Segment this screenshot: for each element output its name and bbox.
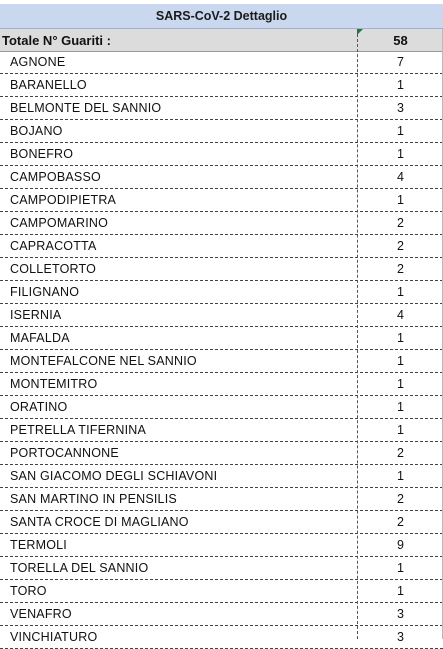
table-row[interactable] xyxy=(0,74,443,97)
recovered-count: 1 xyxy=(397,400,404,414)
municipality-name: ISERNIA xyxy=(10,308,62,322)
recovered-count: 2 xyxy=(397,515,404,529)
table-row[interactable] xyxy=(0,580,443,603)
recovered-count: 3 xyxy=(397,607,404,621)
municipality-name: TORO xyxy=(10,584,47,598)
recovered-count: 3 xyxy=(397,630,404,644)
recovered-count: 4 xyxy=(397,308,404,322)
recovered-count: 4 xyxy=(397,170,404,184)
table-row[interactable] xyxy=(0,258,443,281)
table-row[interactable] xyxy=(0,626,443,649)
recovered-count: 1 xyxy=(397,124,404,138)
municipality-name: BOJANO xyxy=(10,124,63,138)
municipality-name: VINCHIATURO xyxy=(10,630,98,644)
municipality-name: TORELLA DEL SANNIO xyxy=(10,561,149,575)
table-row[interactable] xyxy=(0,419,443,442)
municipality-name: SAN MARTINO IN PENSILIS xyxy=(10,492,177,506)
table-row[interactable] xyxy=(0,488,443,511)
total-label: Totale N° Guariti : xyxy=(2,33,111,48)
municipality-name: PETRELLA TIFERNINA xyxy=(10,423,147,437)
table-row[interactable] xyxy=(0,304,443,327)
municipality-name: BONEFRO xyxy=(10,147,74,161)
table-row[interactable] xyxy=(0,557,443,580)
municipality-name: MAFALDA xyxy=(10,331,70,345)
recovered-count: 1 xyxy=(397,469,404,483)
table-row[interactable] xyxy=(0,51,443,74)
municipality-name: ORATINO xyxy=(10,400,68,414)
table-row[interactable] xyxy=(0,281,443,304)
recovered-count: 1 xyxy=(397,193,404,207)
table-row[interactable] xyxy=(0,212,443,235)
table-row[interactable] xyxy=(0,235,443,258)
table-row[interactable] xyxy=(0,143,443,166)
municipality-name: BARANELLO xyxy=(10,78,87,92)
municipality-name: MONTEMITRO xyxy=(10,377,98,391)
municipality-name: SAN GIACOMO DEGLI SCHIAVONI xyxy=(10,469,218,483)
recovered-count: 1 xyxy=(397,331,404,345)
municipality-name: CAMPOBASSO xyxy=(10,170,101,184)
recovered-count: 1 xyxy=(397,285,404,299)
municipality-list xyxy=(0,51,443,649)
recovered-count: 2 xyxy=(397,446,404,460)
municipality-name: CAPRACOTTA xyxy=(10,239,97,253)
recovered-count: 1 xyxy=(397,147,404,161)
recovered-count: 1 xyxy=(397,561,404,575)
recovered-count: 1 xyxy=(397,584,404,598)
municipality-name: BELMONTE DEL SANNIO xyxy=(10,101,162,115)
municipality-name: AGNONE xyxy=(10,55,66,69)
table-title-text: SARS-CoV-2 Dettaglio xyxy=(155,9,288,23)
recovered-count: 1 xyxy=(397,423,404,437)
table-row[interactable] xyxy=(0,189,443,212)
table-row[interactable] xyxy=(0,373,443,396)
table-row[interactable] xyxy=(0,350,443,373)
table-row[interactable] xyxy=(0,97,443,120)
municipality-name: MONTEFALCONE NEL SANNIO xyxy=(10,354,197,368)
total-value: 58 xyxy=(393,33,408,48)
municipality-name: VENAFRO xyxy=(10,607,72,621)
table-row[interactable] xyxy=(0,465,443,488)
recovered-count: 1 xyxy=(397,78,404,92)
recovered-count: 2 xyxy=(397,492,404,506)
municipality-name: SANTA CROCE DI MAGLIANO xyxy=(10,515,189,529)
recovered-count: 1 xyxy=(397,377,404,391)
table-row[interactable] xyxy=(0,327,443,350)
table-row[interactable] xyxy=(0,511,443,534)
table-title xyxy=(0,4,443,29)
total-row[interactable] xyxy=(0,29,443,52)
table-row[interactable] xyxy=(0,534,443,557)
column-divider xyxy=(357,29,358,639)
table-row[interactable] xyxy=(0,120,443,143)
recovered-count: 3 xyxy=(397,101,404,115)
table-row[interactable] xyxy=(0,442,443,465)
municipality-name: CAMPOMARINO xyxy=(10,216,109,230)
table-row[interactable] xyxy=(0,603,443,626)
municipality-name: TERMOLI xyxy=(10,538,67,552)
recovered-count: 2 xyxy=(397,216,404,230)
table-row[interactable] xyxy=(0,166,443,189)
municipality-name: CAMPODIPIETRA xyxy=(10,193,117,207)
recovered-count: 9 xyxy=(397,538,404,552)
table-row[interactable] xyxy=(0,396,443,419)
municipality-name: PORTOCANNONE xyxy=(10,446,119,460)
municipality-name: COLLETORTO xyxy=(10,262,97,276)
recovered-count: 7 xyxy=(397,55,404,69)
recovered-count: 2 xyxy=(397,239,404,253)
recovered-count: 1 xyxy=(397,354,404,368)
recovered-count: 2 xyxy=(397,262,404,276)
municipality-name: FILIGNANO xyxy=(10,285,80,299)
